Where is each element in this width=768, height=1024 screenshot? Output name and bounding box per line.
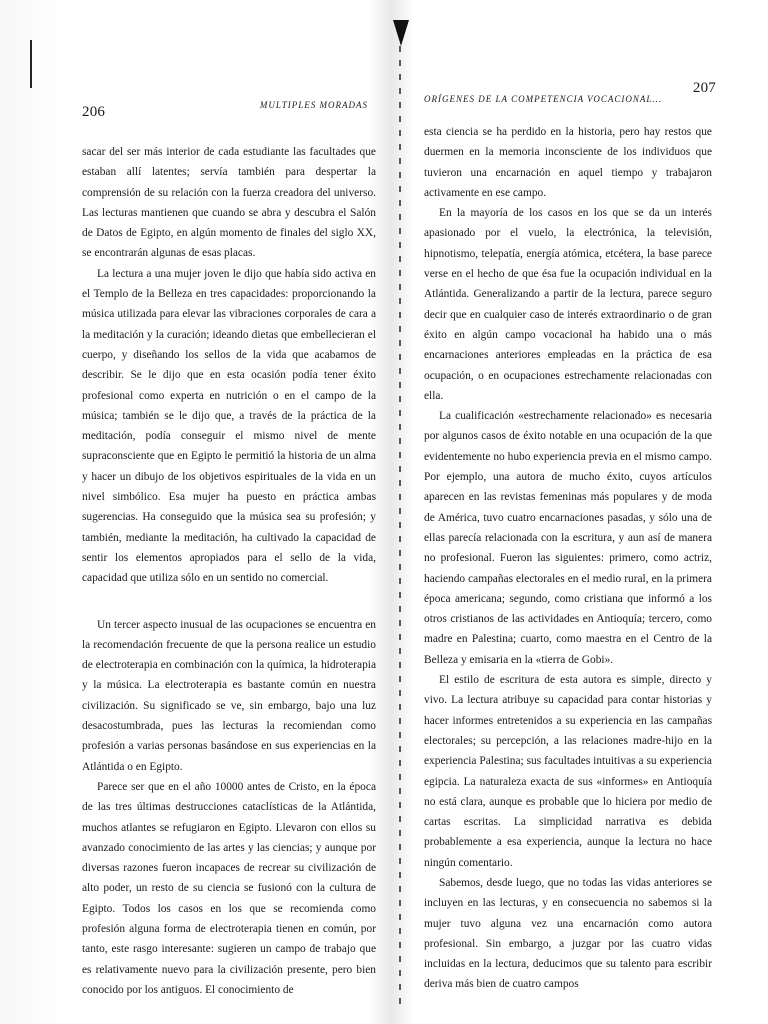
right-page [420,0,716,1024]
paragraph: El estilo de escritura de esta autora es simple, directo y vivo. La lectura atribuye su capacidad para contar historias y hacer informes entretenidos a su experiencia en las campañas electorales; su percepción, a las relaciones madre-hijo en la experiencia Palestina; sus facultades intuitivas a su experiencia egipcia. La naturaleza exacta de sus «informes» en Antioquía no está clara, aunque es probable que lo hiciera por medio de cartas escritas. La simplicidad narrativa es debida probablemente a esa experiencia, aunque la lectura no hace ningún comentario. [424,674,712,869]
page-edge-mark [30,40,32,88]
binding-clip-icon [393,20,409,46]
body-text [82,142,376,1000]
body-text [424,122,712,995]
running-head: MULTIPLES MORADAS [259,100,368,110]
page-number: 206 [82,104,106,120]
page-number: 207 [692,80,716,96]
paragraph: Un tercer aspecto inusual de las ocupaciones se encuentra en la recomendación frecuente de que la persona realice un estudio de electroterapia en combinación con la química, la hidroterapia y la música. La electroterapia es bastante común en nuestra civilización. Su significado se ve, sin embargo, bajo una luz desacostumbrada, pues las lecturas la recomiendan como profesión a varias personas basándose en sus experiencias en la Atlántida o en Egipto. [82,618,376,773]
paragraph: sacar del ser más interior de cada estudiante las facultades que estaban allí latentes; servía también para despertar la comprensión de su relación con la fuerza creadora del universo. Las lecturas mantienen que cuando se abra y descubra el Salón de Datos de Egipto, en algún momento de finales del siglo XX, se encontrarán algunas de esas placas. [82,146,376,260]
paragraph: La cualificación «estrechamente relacionado» es necesaria por algunos casos de éxito notable en una ocupación de la que evidentemente no hubo experiencia previa en el mismo campo. Por ejemplo, una autora de mucho éxito, cuyos artículos aparecen en las revistas femeninas más populares y de moda de América, tuvo cuatro encarnaciones pasadas, y sólo una de ellas parecía relacionada con la escritura, y aun así de manera no profesional. Fueron las siguientes: primero, como actriz, haciendo campañas electorales en el medio rural, en la primera época americana; segundo, como cristiana que informó a los otros cristianos de las actividades en Antioquía; tercero, como madre en Palestina; cuarto, como maestra en el Centro de la Belleza y emisaria en la «tierra de Gobi». [424,410,712,666]
gutter-shadow [399,46,401,1006]
paragraph: Sabemos, desde luego, que no todas las vidas anteriores se incluyen en las lecturas, y en consecuencia no sabemos si la mujer tuvo alguna vez una encarnación como autora profesional. Sin embargo, a juzgar por las cuatro vidas incluidas en la lectura, deducimos que su talento para escribir deriva más bien de cuatro campos [424,876,712,991]
running-head: ORÍGENES DE LA COMPETENCIA VOCACIONAL... [424,94,663,104]
paragraph: Parece ser que en el año 10000 antes de Cristo, en la época de las tres últimas destrucciones cataclísticas de la Atlántida, muchos atlantes se refugiaron en Egipto. Llevaron con ellos su avanzado conocimiento de las artes y las ciencias; y aunque por diversas razones fueron incapaces de recrear su civilización de alto poder, un resto de su ciencia se fusionó con la cultura de Egipto. Todos los casos en los que se recomienda como profesión alguna forma de electroterapia tienen en común, por tanto, este rasgo interesante: sugieren un campo de trabajo que es relativamente nuevo para la civilización presente, pero bien conocido por los antiguos. El conocimiento de [82,780,376,996]
paragraph: esta ciencia se ha perdido en la historia, pero hay restos que duermen en la memoria inconsciente de los individuos que tuvieron una encarnación en aquel tiempo y trabajaron activamente en ese campo. [424,126,712,199]
left-page [78,0,376,1024]
paragraph: La lectura a una mujer joven le dijo que había sido activa en el Templo de la Belleza en tres capacidades: proporcionando la música utilizada para elevar las vibraciones corporales de cara a la meditación y la curación; ideando dietas que embellecieran el cuerpo, y diseñando los sellos de la vida que acabamos de describir. Se le dijo que en esta ocasión podía tener éxito profesional como experta en nutrición o en el campo de la música; también se le dijo que, a través de la práctica de la meditación, podía conseguir el mismo nivel de mente supraconsciente que en Egipto le permitió la historia de un alma y hacer un dibujo de los objetivos espirituales de la vida en un nivel simbólico. Esa mujer ha puesto en práctica ambas sugerencias. Ha conseguido que la música sea su profesión; y también, mediante la meditación, ha cultivado la capacidad de sentir los elementos apropiados para el sello de la vida, capacidad que utiliza sólo en un sentido no comercial. [82,267,376,585]
book-gutter [393,20,407,1020]
paragraph: En la mayoría de los casos en los que se da un interés apasionado por el vuelo, la electrónica, la televisión, hipnotismo, telepatía, energía atómica, etcétera, la base parece verse en el hecho de que ésa fue la ocupación individual en la Atlántida. Generalizando a partir de la lectura, parece seguro decir que en cualquier caso de interés extraordinario o de gran éxito en algún campo vocacional ha habido una o más encarnaciones anteriores empleadas en la práctica de esa ocupación, o en ocupaciones estrechamente relacionadas con ella. [424,207,712,402]
